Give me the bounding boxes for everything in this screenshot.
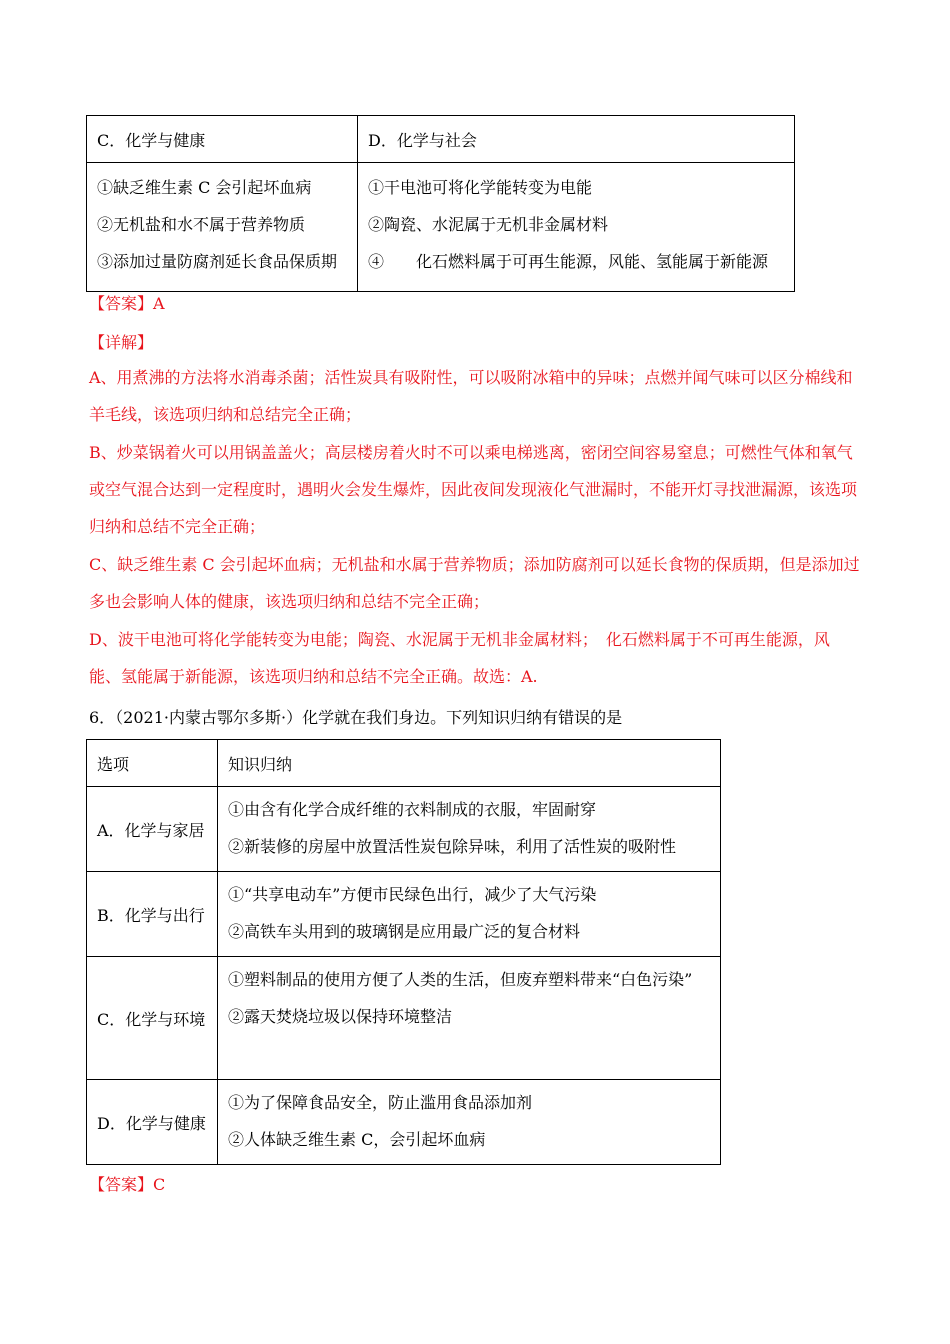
answer-value: A: [153, 294, 165, 313]
list-item: ③添加过量防腐剂延长食品保质期: [97, 252, 338, 271]
table-row: [87, 1080, 721, 1165]
list-item: ②无机盐和水不属于营养物质: [97, 215, 306, 234]
row-option: C．化学与环境: [87, 957, 218, 1080]
row-option: B．化学与出行: [87, 872, 218, 957]
list-item: ②人体缺乏维生素 C，会引起坏血病: [228, 1130, 486, 1149]
detail-paragraph-b: B、炒菜锅着火可以用锅盖盖火；高层楼房着火时不可以乘电梯逃离，密闭空间容易窒息；可燃性气体和氧气或空气混合达到一定程度时，遇明火会发生爆炸，因此夜间发现液化气泄漏时，不能开灯寻找泄漏源，该选项归纳和总结不完全正确；: [89, 443, 858, 536]
list-item: ①塑料制品的使用方便了人类的生活，但废弃塑料带来“白色污染”: [228, 970, 693, 989]
list-item: ①为了保障食品安全，防止滥用食品添加剂: [228, 1093, 533, 1112]
answer-label: 【答案】: [89, 1175, 154, 1194]
q5-detail-label: 【详解】: [89, 333, 154, 352]
cell-health-items: [87, 163, 358, 292]
table-row: [87, 787, 721, 872]
detail-paragraph-d: D、波干电池可将化学能转变为电能；陶瓷、水泥属于无机非金属材料； 化石燃料属于不可再生能源，风能、氢能属于新能源，该选项归纳和总结不完全正确。故选：A.: [89, 630, 830, 686]
row-option: A．化学与家居: [87, 787, 218, 872]
detail-paragraph-a: A、用煮沸的方法将水消毒杀菌；活性炭具有吸附性，可以吸附冰箱中的异味；点燃并闻气味可以区分棉线和羊毛线，该选项归纳和总结完全正确；: [89, 368, 853, 424]
table-header-health: C．化学与健康: [87, 116, 358, 163]
list-item: ②露天焚烧垃圾以保持环境整洁: [228, 1007, 453, 1026]
q5-knowledge-table: [86, 115, 795, 292]
answer-value: C: [153, 1175, 166, 1194]
question-6-stem: 6．（2021·内蒙古鄂尔多斯·）化学就在我们身边。下列知识归纳有错误的是: [89, 708, 623, 727]
list-item: ②高铁车头用到的玻璃钢是应用最广泛的复合材料: [228, 922, 581, 941]
table-header-knowledge: 知识归纳: [218, 740, 721, 787]
row-option: D．化学与健康: [87, 1080, 218, 1165]
q6-answer: [89, 1172, 165, 1195]
answer-label: 【答案】: [89, 294, 154, 313]
table-header-society: D．化学与社会: [358, 116, 795, 163]
detail-paragraph-c: C、缺乏维生素 C 会引起坏血病；无机盐和水属于营养物质；添加防腐剂可以延长食物的保质期，但是添加过多也会影响人体的健康，该选项归纳和总结不完全正确；: [89, 555, 860, 611]
cell-society-items: [358, 163, 795, 292]
q5-answer: [89, 291, 165, 314]
list-item: ②陶瓷、水泥属于无机非金属材料: [368, 215, 609, 234]
q6-knowledge-table: [86, 739, 721, 1165]
table-row: [87, 957, 721, 1080]
table-row: [87, 872, 721, 957]
list-item: ①缺乏维生素 C 会引起坏血病: [97, 178, 312, 197]
list-item: ④ 化石燃料属于可再生能源，风能、氢能属于新能源: [368, 252, 769, 271]
list-item: ①“共享电动车”方便市民绿色出行，减少了大气污染: [228, 885, 597, 904]
list-item: ①由含有化学合成纤维的衣料制成的衣服，牢固耐穿: [228, 800, 597, 819]
table-header-option: 选项: [87, 740, 218, 787]
list-item: ①干电池可将化学能转变为电能: [368, 178, 593, 197]
list-item: ②新装修的房屋中放置活性炭包除异味，利用了活性炭的吸附性: [228, 837, 677, 856]
